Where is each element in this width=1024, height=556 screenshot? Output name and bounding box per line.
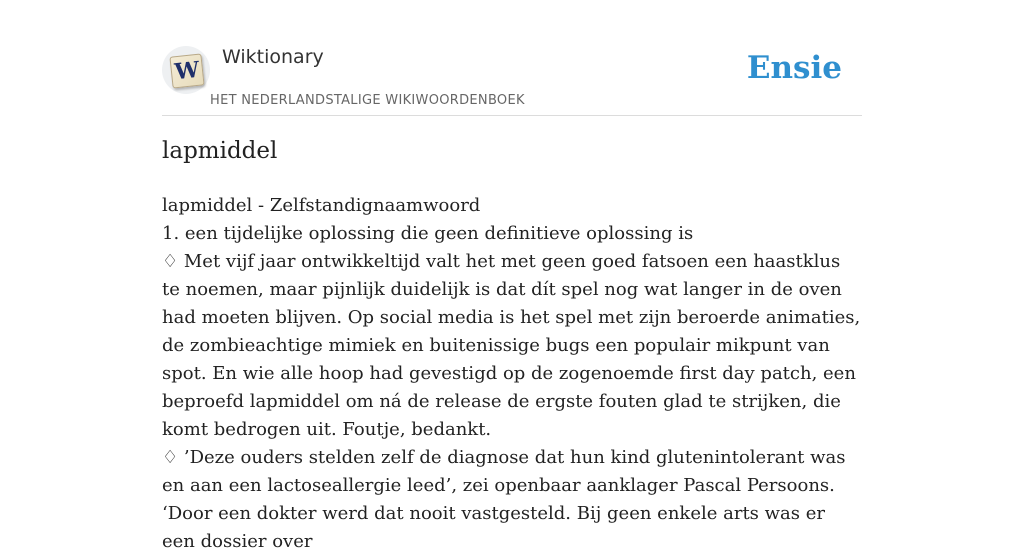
wiktionary-logo-icon: W [169, 53, 204, 88]
part-of-speech-line: lapmiddel - Zelfstandignaamwoord [162, 195, 481, 216]
site-name[interactable]: Wiktionary [222, 46, 324, 68]
example-sentence: ♢ ’Deze ouders stelden zelf de diagnose dat hun kind glutenintolerant was en aan een lactoseallergie leed’, zei openbaar aanklager Pascal Persoons. ‘Door een dokter werd dat nooit vastgesteld. Bij geen enkele arts was er een dossier over [162, 447, 846, 552]
entry-content [162, 192, 862, 556]
ensie-brand-logo[interactable]: Ensie [746, 50, 842, 86]
example-sentence: ♢ Met vijf jaar ontwikkeltijd valt het met geen goed fatsoen een haastklus te noemen, maar pijnlijk duidelijk is dat dít spel nog wat langer in de oven had moeten blijven. Op social media is het spel met zijn beroerde animaties, de zombieachtige mimiek en buitenissige bugs een populair mikpunt van spot. En wie alle hoop had gevestigd op de zogenoemde first day patch, een beproefd lapmiddel om ná de release de ergste fouten glad te strijken, die komt bedrogen uit. Foutje, bedankt. [162, 251, 861, 440]
site-header [162, 38, 862, 116]
wiktionary-logo[interactable] [162, 46, 210, 94]
site-tagline: HET NEDERLANDSTALIGE WIKIWOORDENBOEK [210, 93, 525, 108]
definition: 1. een tijdelijke oplossing die geen definitieve oplossing is [162, 223, 694, 244]
page-title: lapmiddel [162, 138, 278, 164]
